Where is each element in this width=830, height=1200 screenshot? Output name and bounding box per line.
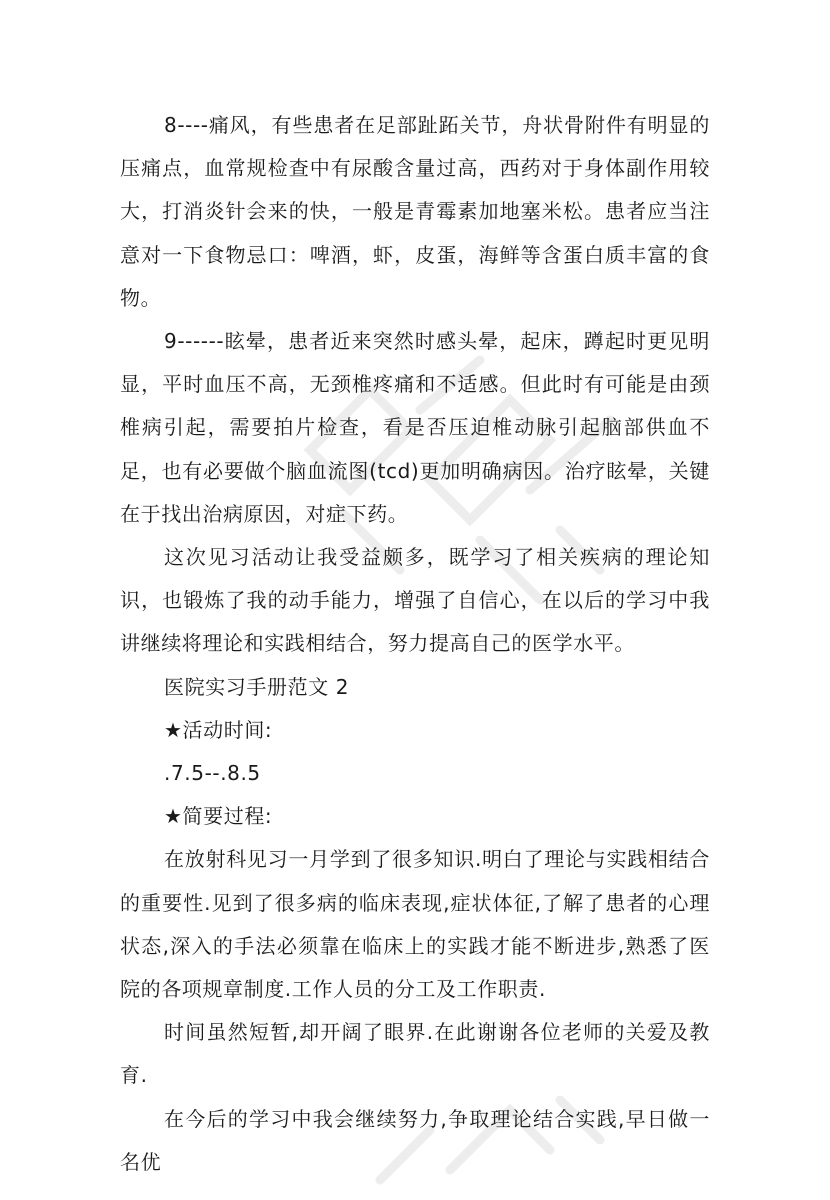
activity-time-value: .7.5--.8.5 [164, 761, 261, 786]
paragraph-vertigo: 9------眩晕，患者近来突然时感头晕，起床，蹲起时更见明显，平时血压不高，无颈椎疼痛和不适感。但此时有可能是由颈椎病引起，需要拍片检查，看是否压迫椎动脉引起脑部供血不足，也有必要做个脑血流图(tcd)更加明确病因。治疗眩晕，关键在于找出治病原因，对症下药。 [120, 329, 710, 526]
activity-time-label: ★活动时间: [164, 717, 273, 742]
document-body [120, 104, 710, 1184]
process-label: ★简要过程: [164, 804, 273, 829]
paragraph-process-3: 在今后的学习中我会继续努力,争取理论结合实践,早日做一名优 [120, 1106, 710, 1174]
section-title: 医院实习手册范文 2 [164, 674, 350, 699]
paragraph-summary: 这次见习活动让我受益颇多，既学习了相关疾病的理论知识，也锻炼了我的动手能力，增强了自信心，在以后的学习中我讲继续将理论和实践相结合，努力提高自己的医学水平。 [120, 545, 710, 656]
paragraph-process-1: 在放射科见习一月学到了很多知识.明白了理论与实践相结合的重要性.见到了很多病的临床表现,症状体征,了解了患者的心理状态,深入的手法必须靠在临床上的实践才能不断进步,熟悉了医院的各项规章制度.工作人员的分工及工作职责. [120, 847, 710, 1002]
paragraph-gout: 8----痛风，有些患者在足部趾跖关节，舟状骨附件有明显的压痛点，血常规检查中有尿酸含量过高，西药对于身体副作用较大，打消炎针会来的快，一般是青霉素加地塞米松。患者应当注意对一下食物忌口：啤酒，虾，皮蛋，海鲜等含蛋白质丰富的食物。 [120, 113, 710, 310]
paragraph-process-2: 时间虽然短暂,却开阔了眼界.在此谢谢各位老师的关爱及教育. [120, 1020, 710, 1088]
